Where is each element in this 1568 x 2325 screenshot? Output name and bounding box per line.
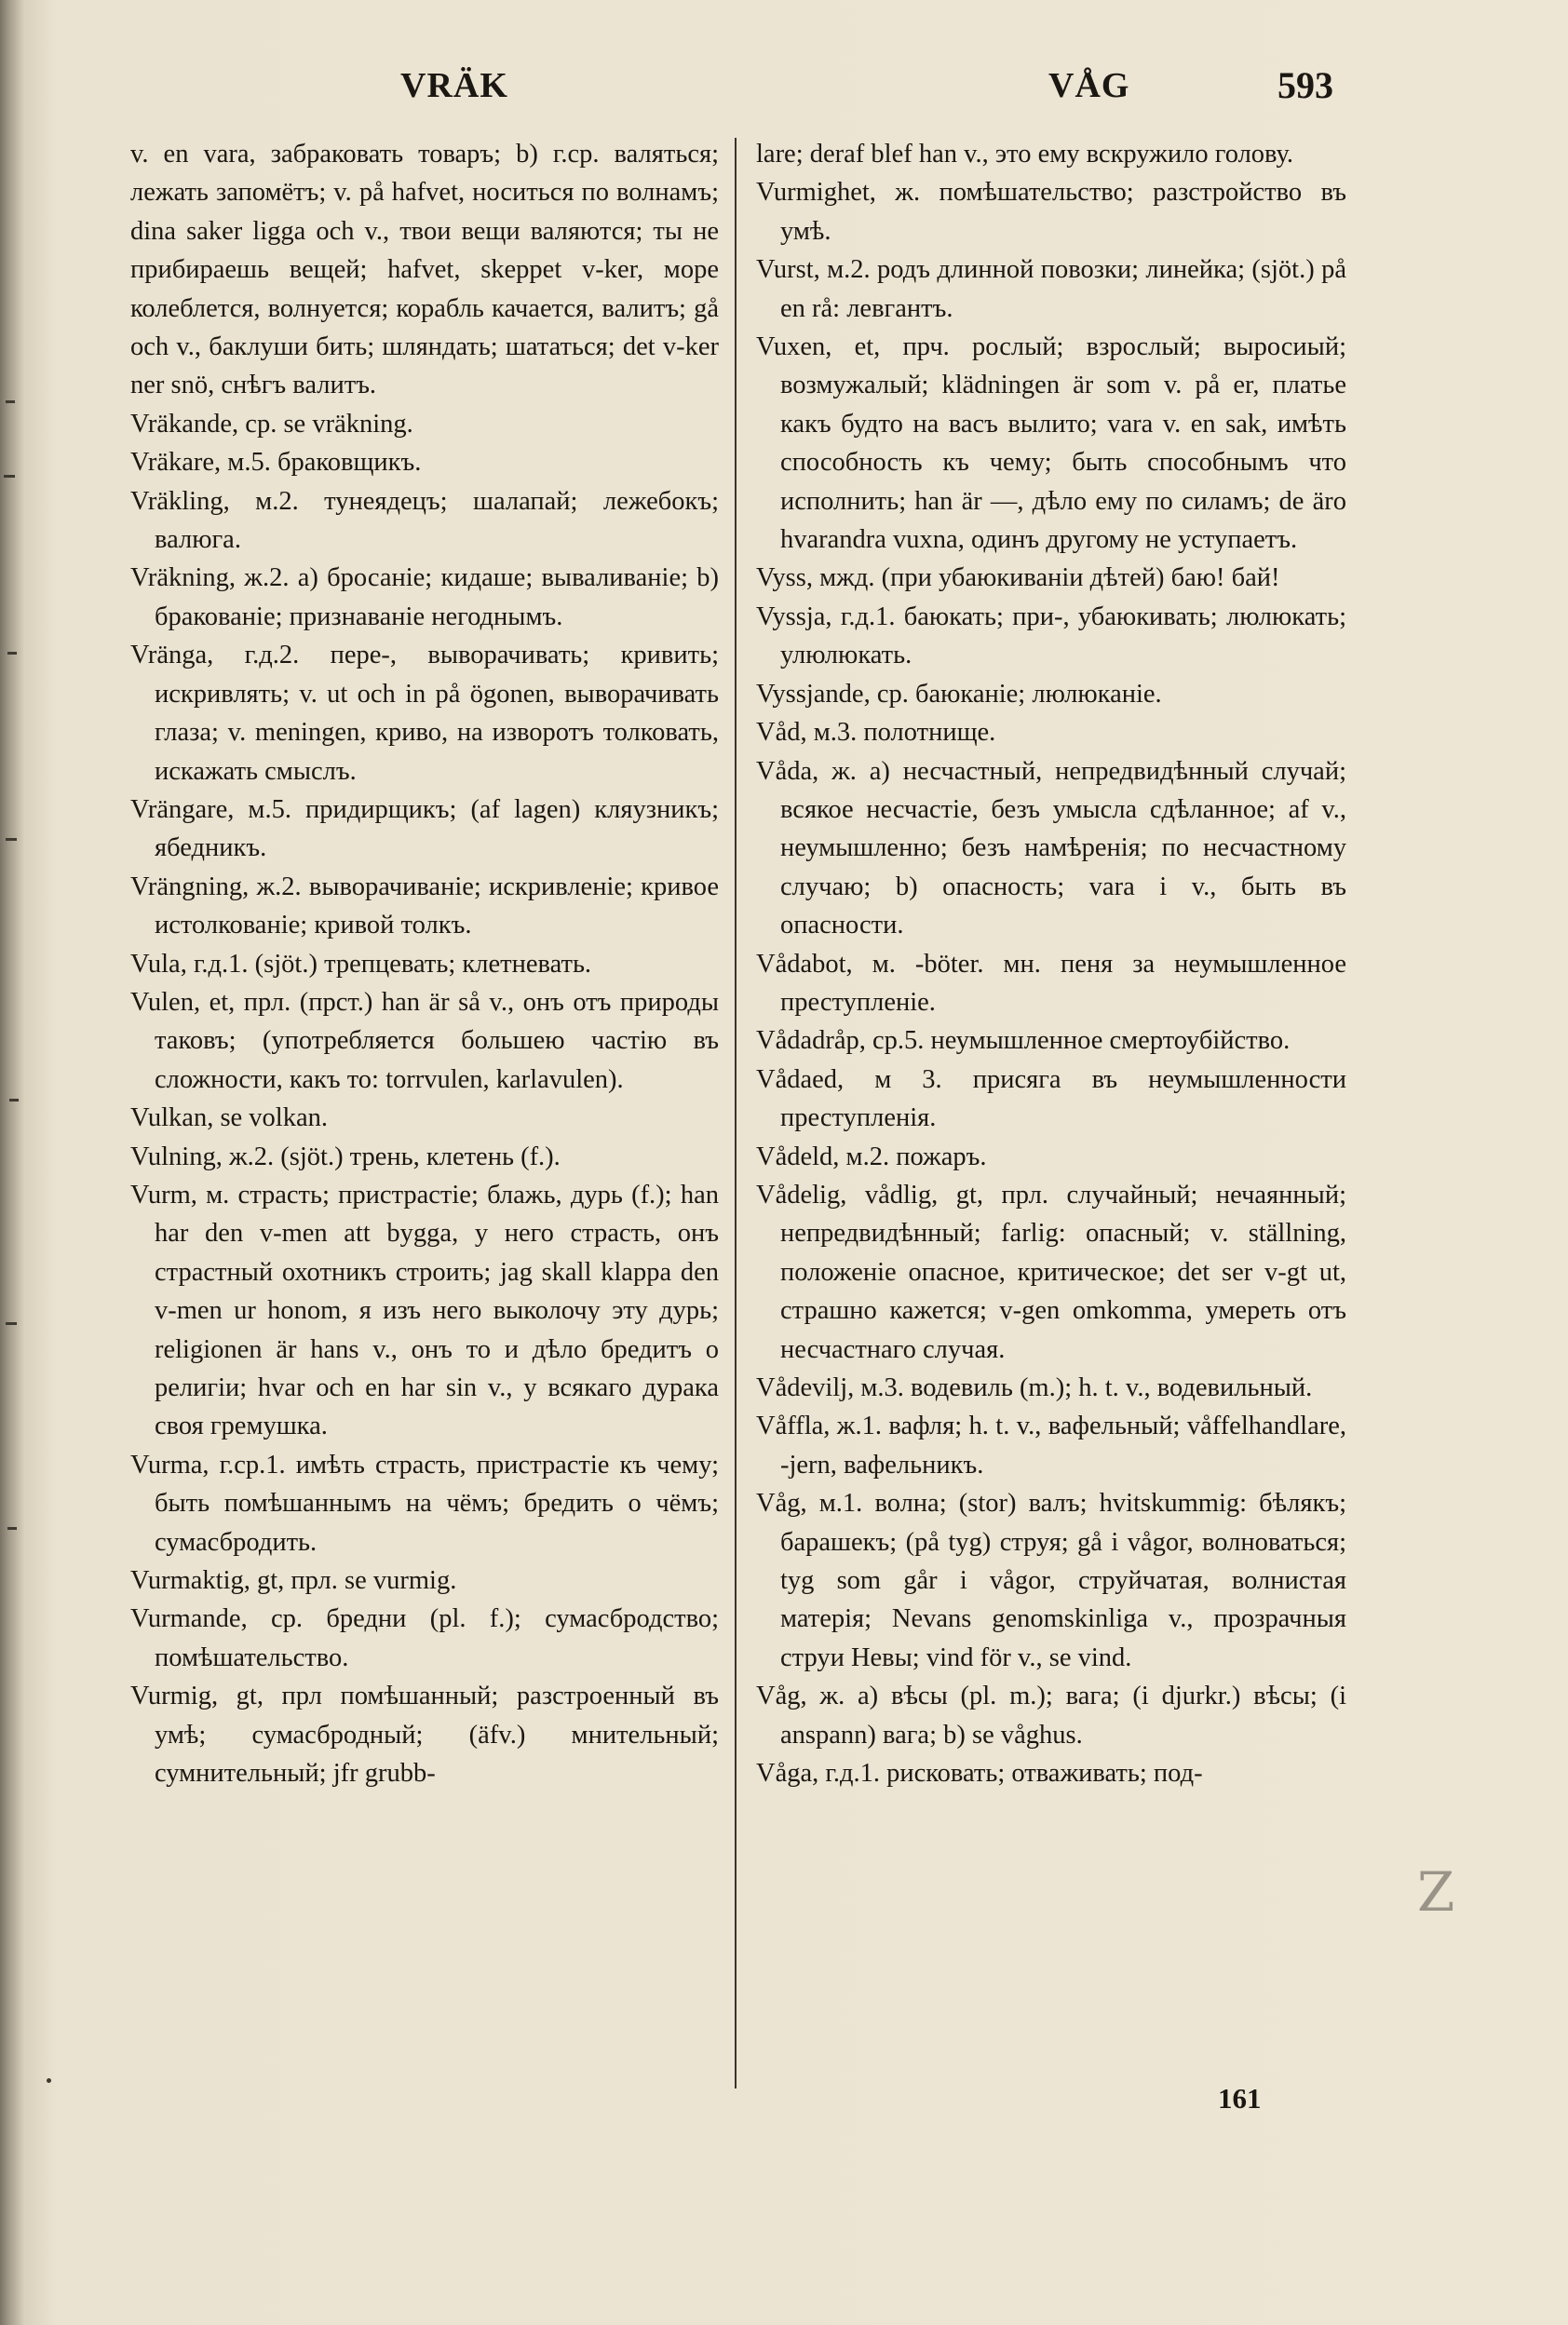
entry: Vräkande, ср. se vräkning.	[130, 409, 413, 439]
margin-mark	[7, 652, 17, 655]
margin-mark	[7, 1527, 17, 1530]
entry: Vådeld, м.2. пожаръ.	[756, 1142, 987, 1171]
entry: Vyssjande, ср. баюканіе; люлюканіе.	[756, 679, 1162, 709]
left-column	[130, 135, 719, 1792]
entry: Vådabot, м. -böter. мн. пеня за неумышленное преступленіе.	[756, 949, 1346, 1017]
entry: Vurmig, gt, прл помѣшанный; разстроенный въ умѣ; сумасбродный; (äfv.) мнительный; сумнительный; jfr grubb-	[130, 1682, 719, 1789]
header-right-word: VÅG	[1048, 66, 1130, 105]
margin-mark	[6, 838, 17, 841]
entry: Vrängning, ж.2. выворачиваніе; искривленіе; кривое истолкованіе; кривой толкъ.	[130, 872, 719, 940]
entry: Vådevilj, м.3. водевиль (m.); h. t. v., водевильный.	[756, 1373, 1313, 1402]
svg-text:Z: Z	[1417, 1862, 1455, 1922]
entry: Vulning, ж.2. (sjöt.) трень, клетень (f.).	[130, 1142, 561, 1171]
entry: Våd, м.3. полотнище.	[756, 718, 996, 748]
entry: Vurm, м. страсть; пристрастіе; блажь, дурь (f.); han har den v-men att bygga, у него страсть, онъ страстный охотникъ строить; jag skall klappa den v-men ur honom, я изъ него выколочу эту дурь; religionen är hans v., онъ то и дѣло бредитъ о религіи; hvar och en har sin v., у всякаго дурака своя гремушка.	[130, 1180, 719, 1441]
entry: Vurst, м.2. родъ длинной повозки; линейка; (sjöt.) på en rå: левгантъ.	[756, 255, 1346, 323]
entry: Vräkare, м.5. браковщикъ.	[130, 448, 422, 478]
entry: Vränga, г.д.2. пере-, выворачивать; кривить; искривлять; v. ut och in på ögonen, выворачивать глаза; v. meningen, криво, на изворотъ толковать, искажать смыслъ.	[130, 641, 719, 786]
pencil-mark-z	[1413, 1862, 1456, 1922]
margin-mark	[4, 475, 15, 478]
column-divider	[735, 138, 737, 2088]
entry: Vurmaktig, gt, прл. se vurmig.	[130, 1566, 457, 1596]
entry: Våg, м.1. волна; (stor) валъ; hvitskummig: бѣлякъ; барашекъ; (på tyg) струя; gå i vågor, волноваться; tyg som går i vågor, струйчатая, волнистая матерія; Nevans genomskinliga v., прозрачныя струи Невы; vind för v., se vind.	[756, 1489, 1346, 1672]
entry: Vurmande, ср. бредни (pl. f.); сумасбродство; помѣшательство.	[130, 1604, 719, 1672]
entry: Vräkning, ж.2. a) бросаніе; кидаше; вываливаніе; b) бракованіе; признаваніе негоднымъ.	[130, 563, 719, 631]
entry: Vuxen, et, прч. рослый; взрослый; выросиый; возмужалый; klädningen är som v. på er, платье какъ будто на васъ вылито; vara v. en sak, имѣть способность къ чему; быть способнымъ что исполнить; han är —, дѣло ему по силамъ; de äro hvarandra vuxna, одинъ другому не уступаетъ.	[756, 332, 1346, 555]
margin-mark	[6, 400, 15, 403]
right-column	[756, 135, 1346, 1792]
entry: Vrängare, м.5. придирщикъ; (af lagen) кляузникъ; ябедникъ.	[130, 794, 719, 863]
entry: lare; deraf blef han v., это ему вскружило голову.	[756, 140, 1294, 169]
margin-mark	[47, 2078, 51, 2083]
entry: Våga, г.д.1. рисковать; отваживать; под-	[756, 1759, 1203, 1789]
entry: Vådelig, vådlig, gt, прл. случайный; нечаянный; непредвидѣнный; farlig: опасный; v. ställning, положеніе опасное, критическое; det ser v-gt ut, страшно кажется; v-gen omkomma, умереть отъ несчастнаго случая.	[756, 1180, 1346, 1364]
entry: Våffla, ж.1. вафля; h. t. v., вафельный; våffelhandlare, -jern, вафельникъ.	[756, 1412, 1346, 1480]
page-number: 593	[1277, 64, 1333, 106]
margin-mark	[6, 1322, 17, 1325]
entry: Vurma, г.ср.1. имѣть страсть, пристрастіе къ чему; быть помѣшаннымъ на чёмъ; бредить о чёмъ; сумасбродить.	[130, 1450, 719, 1557]
entry: Vräkling, м.2. тунеядецъ; шалапай; лежебокъ; валюга.	[130, 486, 719, 555]
entry: Våda, ж. a) несчастный, непредвидѣнный случай; всякое несчастіе, безъ умысла сдѣланное; af v., неумышленно; безъ намѣренія; по несчастному случаю; b) опасность; vara i v., быть въ опасности.	[756, 756, 1346, 940]
entry: Vyss, мжд. (при убаюкиваніи дѣтей) баю! бай!	[756, 563, 1280, 593]
entry: Vyssja, г.д.1. баюкать; при-, убаюкивать; люлюкать; улюлюкать.	[756, 602, 1346, 670]
entry: Vådadråp, ср.5. неумышленное смертоубійство.	[756, 1026, 1291, 1056]
entry: Vulen, et, прл. (прст.) han är så v., онъ отъ природы таковъ; (употребляется большею частію въ сложности, какъ то: torrvulen, karlavulen).	[130, 987, 719, 1094]
entry: Våg, ж. a) вѣсы (pl. m.); вага; (i djurkr.) вѣсы; (i anspann) вага; b) se våghus.	[756, 1682, 1346, 1750]
entry: Vulkan, se volkan.	[130, 1103, 328, 1133]
entry: Vurmighet, ж. помѣшательство; разстройство въ умѣ.	[756, 178, 1346, 246]
signature-number: 161	[1218, 2082, 1262, 2115]
margin-mark	[9, 1099, 19, 1102]
entry: v. en vara, забраковать товаръ; b) г.ср. валяться; лежать запомётъ; v. på hafvet, носиться по волнамъ; dina saker ligga och v., твои вещи валяются; ты не прибираешь вещей; hafvet, skeppet v-ker, море колеблется, волнуется; корабль качается, валитъ; gå och v., баклуши бить; шляндать; шататься; det v-ker ner snö, снѣгъ валитъ.	[130, 140, 719, 400]
entry: Vådaed, м 3. присяга въ неумышленности преступленія.	[756, 1064, 1346, 1133]
page-header	[0, 60, 1568, 125]
entry: Vula, г.д.1. (sjöt.) трепцевать; клетневать.	[130, 949, 592, 979]
header-left-word: VRÄK	[400, 66, 508, 105]
